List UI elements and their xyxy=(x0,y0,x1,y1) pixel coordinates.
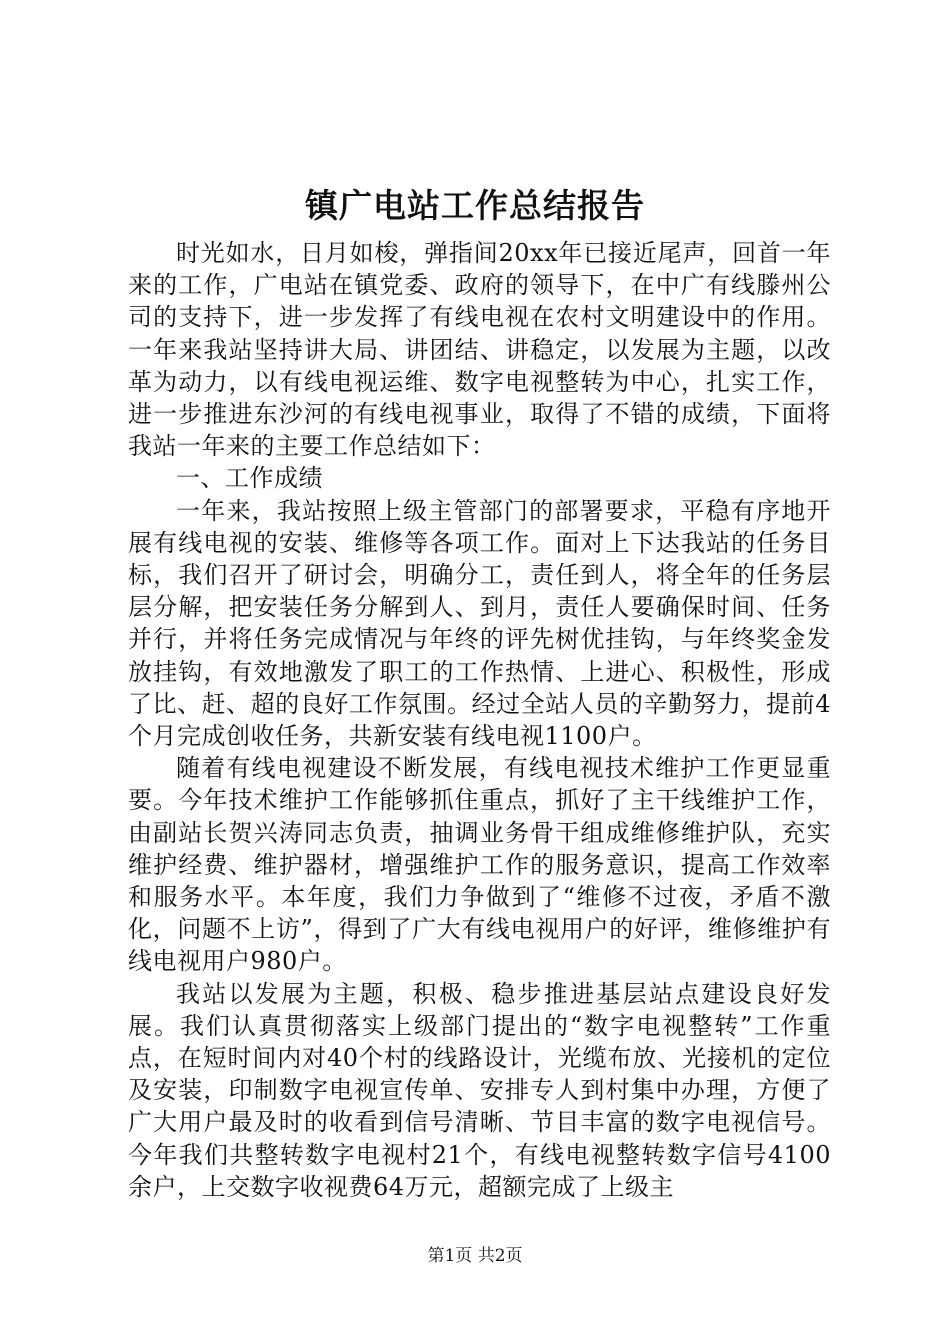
page-number-footer: 第1页 共2页 xyxy=(427,1246,523,1266)
document-body xyxy=(128,237,831,1203)
paragraph-installation: 一年来，我站按照上级主管部门的部署要求，平稳有序地开展有线电视的安装、维修等各项工作。面对上下达我站的任务目标，我们召开了研讨会，明确分工，责任到人，将全年的任务层层分解，把安装任务分解到人、到月，责任人要确保时间、任务并行，并将任务完成情况与年终的评先树优挂钩，与年终奖金发放挂钩，有效地激发了职工的工作热情、上进心、积极性，形成了比、赶、超的良好工作氛围。经过全站人员的辛勤努力，提前4个月完成创收任务，共新安装有线电视1100户。 xyxy=(128,496,831,751)
paragraph-maintenance: 随着有线电视建设不断发展，有线电视技术维护工作更显重要。今年技术维护工作能够抓住重点，抓好了主干线维护工作，由副站长贺兴涛同志负责，抽调业务骨干组成维修维护队，充实维护经费、维护器材，增强维护工作的服务意识，提高工作效率和服务水平。本年度，我们力争做到了“维修不过夜，矛盾不激化，问题不上访”，得到了广大有线电视用户的好评，维修维护有线电视用户980户。 xyxy=(128,754,831,976)
paragraph-digital-conversion: 我站以发展为主题，积极、稳步推进基层站点建设良好发展。我们认真贯彻落实上级部门提出的“数字电视整转”工作重点，在短时间内对40个村的线路设计，光缆布放、光接机的定位及安装，印制数字电视宣传单、安排专人到村集中办理，方便了广大用户最及时的收看到信号清晰、节目丰富的数字电视信号。今年我们共整转数字电视村21个，有线电视整转数字信号4100余户，上交数字收视费64万元，超额完成了上级主 xyxy=(128,979,831,1201)
document-title: 镇广电站工作总结报告 xyxy=(305,186,645,225)
paragraph-intro: 时光如水，日月如梭，弹指间20xx年已接近尾声，回首一年来的工作，广电站在镇党委、政府的领导下，在中广有线滕州公司的支持下，进一步发挥了有线电视在农村文明建设中的作用。一年来我站坚持讲大局、讲团结、讲稳定，以发展为主题，以改革为动力，以有线电视运维、数字电视整转为中心，扎实工作，进一步推进东沙河的有线电视事业，取得了不错的成绩，下面将我站一年来的主要工作总结如下： xyxy=(128,239,831,461)
section-heading: 一、工作成绩 xyxy=(176,464,323,493)
